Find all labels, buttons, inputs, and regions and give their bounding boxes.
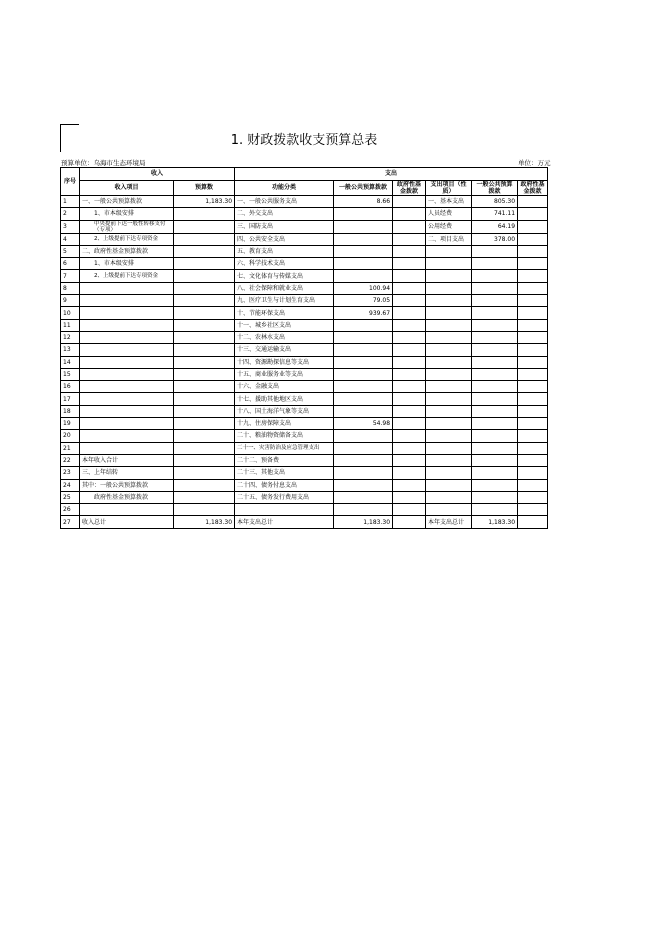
row-seq: 9 <box>61 295 80 307</box>
income-item <box>80 319 174 331</box>
income-amount <box>174 467 235 479</box>
header-income-item: 收入项目 <box>80 180 174 195</box>
general-budget-amount-2 <box>472 454 518 466</box>
gov-fund-amount-2 <box>518 442 548 454</box>
general-budget-amount-2 <box>472 331 518 343</box>
gov-fund-amount <box>393 270 426 282</box>
general-budget-amount-2 <box>472 245 518 257</box>
row-seq: 10 <box>61 307 80 319</box>
income-amount <box>174 368 235 380</box>
income-amount <box>174 208 235 220</box>
general-budget-amount <box>334 258 393 270</box>
header-func-class: 功能分类 <box>235 180 334 195</box>
income-amount <box>174 295 235 307</box>
row-seq: 11 <box>61 319 80 331</box>
table-row <box>61 319 548 331</box>
expense-item <box>426 405 472 417</box>
function-class: 十八、国土海洋气象等支出 <box>235 405 334 417</box>
table-row <box>61 405 548 417</box>
row-seq: 26 <box>61 504 80 516</box>
income-amount <box>174 220 235 233</box>
row-seq: 13 <box>61 344 80 356</box>
general-budget-amount <box>334 368 393 380</box>
gov-fund-amount <box>393 479 426 491</box>
gov-fund-amount <box>393 307 426 319</box>
general-budget-amount-2 <box>472 356 518 368</box>
row-seq: 2 <box>61 208 80 220</box>
table-row <box>61 258 548 270</box>
income-item <box>80 368 174 380</box>
budget-summary-table <box>60 167 548 529</box>
header-expense: 支出 <box>235 168 548 181</box>
table-row <box>61 307 548 319</box>
table-row <box>61 418 548 430</box>
general-budget-amount-2 <box>472 319 518 331</box>
gov-fund-amount-2 <box>518 491 548 503</box>
expense-item <box>426 430 472 442</box>
gov-fund-amount-2 <box>518 393 548 405</box>
expense-item <box>426 270 472 282</box>
function-class: 一、一般公共服务支出 <box>235 196 334 208</box>
expense-item <box>426 491 472 503</box>
general-budget-amount-2: 64.19 <box>472 220 518 233</box>
income-item <box>80 418 174 430</box>
general-budget-amount-2 <box>472 442 518 454</box>
general-budget-amount-2 <box>472 393 518 405</box>
income-amount <box>174 331 235 343</box>
expense-item <box>426 479 472 491</box>
function-class: 七、文化体育与传媒支出 <box>235 270 334 282</box>
table-row <box>61 491 548 503</box>
general-budget-amount-2 <box>472 418 518 430</box>
income-item <box>80 430 174 442</box>
expense-item <box>426 393 472 405</box>
gov-fund-amount-2 <box>518 319 548 331</box>
general-budget-amount <box>334 220 393 233</box>
general-budget-amount <box>334 405 393 417</box>
expense-item <box>426 331 472 343</box>
table-row <box>61 442 548 454</box>
income-item <box>80 344 174 356</box>
header-budget: 预算数 <box>174 180 235 195</box>
general-budget-amount-2 <box>472 344 518 356</box>
general-budget-amount <box>334 381 393 393</box>
income-amount <box>174 442 235 454</box>
gov-fund-amount-2 <box>518 208 548 220</box>
general-budget-amount-2: 378.00 <box>472 233 518 245</box>
table-row <box>61 233 548 245</box>
header-general-budget-2: 一般公共预算拨款 <box>472 180 518 195</box>
gov-fund-amount <box>393 282 426 294</box>
income-item <box>80 356 174 368</box>
income-amount <box>174 479 235 491</box>
table-row <box>61 467 548 479</box>
general-budget-amount <box>334 467 393 479</box>
general-budget-amount <box>334 393 393 405</box>
gov-fund-amount-2 <box>518 196 548 208</box>
row-seq: 25 <box>61 491 80 503</box>
income-item <box>80 331 174 343</box>
general-budget-amount-2 <box>472 405 518 417</box>
income-amount <box>174 356 235 368</box>
gov-fund-amount-2 <box>518 295 548 307</box>
row-seq: 15 <box>61 368 80 380</box>
general-budget-amount <box>334 208 393 220</box>
gov-fund-amount <box>393 356 426 368</box>
table-row <box>61 479 548 491</box>
income-item: 三、上年结转 <box>80 467 174 479</box>
row-seq: 1 <box>61 196 80 208</box>
header-gov-fund-2: 政府性基金拨款 <box>518 180 548 195</box>
gov-fund-amount-2 <box>518 220 548 233</box>
table-row <box>61 282 548 294</box>
row-seq: 17 <box>61 393 80 405</box>
function-class: 二十、粮油物资储备支出 <box>235 430 334 442</box>
gov-fund-amount <box>393 442 426 454</box>
function-class: 九、医疗卫生与计划生育支出 <box>235 295 334 307</box>
row-seq: 23 <box>61 467 80 479</box>
currency-unit-label: 单位：万元 <box>518 159 551 167</box>
income-amount <box>174 258 235 270</box>
row-seq: 20 <box>61 430 80 442</box>
income-amount <box>174 504 235 516</box>
expense-item <box>426 381 472 393</box>
general-budget-amount <box>334 319 393 331</box>
row-seq: 8 <box>61 282 80 294</box>
function-class: 二、外交支出 <box>235 208 334 220</box>
income-item <box>80 405 174 417</box>
gov-fund-amount <box>393 381 426 393</box>
function-class: 四、公共安全支出 <box>235 233 334 245</box>
general-budget-amount-2 <box>472 504 518 516</box>
gov-fund-amount <box>393 331 426 343</box>
expense-item <box>426 307 472 319</box>
expense-item: 人员经费 <box>426 208 472 220</box>
row-seq: 7 <box>61 270 80 282</box>
income-item <box>80 393 174 405</box>
gov-fund-amount <box>393 368 426 380</box>
function-class: 二十二、预备费 <box>235 454 334 466</box>
income-item: 2、上级提前下达专项资金 <box>80 233 174 245</box>
income-item: 1、市本级安排 <box>80 208 174 220</box>
function-class: 三、国防支出 <box>235 220 334 233</box>
general-budget-amount: 100.94 <box>334 282 393 294</box>
gov-fund-amount <box>393 405 426 417</box>
gov-fund-amount-2 <box>518 516 548 528</box>
expense-item <box>426 295 472 307</box>
gov-fund-amount <box>393 196 426 208</box>
general-budget-amount <box>334 479 393 491</box>
gov-fund-amount <box>393 319 426 331</box>
general-budget-amount: 1,183.30 <box>334 516 393 528</box>
income-item: 一、一般公共预算拨款 <box>80 196 174 208</box>
function-class: 十五、商业服务业等支出 <box>235 368 334 380</box>
general-budget-amount <box>334 454 393 466</box>
income-item <box>80 282 174 294</box>
income-amount <box>174 405 235 417</box>
income-amount <box>174 307 235 319</box>
general-budget-amount-2 <box>472 491 518 503</box>
general-budget-amount <box>334 331 393 343</box>
table-row <box>61 344 548 356</box>
gov-fund-amount-2 <box>518 233 548 245</box>
gov-fund-amount-2 <box>518 282 548 294</box>
gov-fund-amount-2 <box>518 258 548 270</box>
expense-item: 二、项目支出 <box>426 233 472 245</box>
function-class: 二十一、灾害防治及应急管理支出 <box>235 442 334 454</box>
function-class: 二十五、债务发行费用支出 <box>235 491 334 503</box>
general-budget-amount: 8.66 <box>334 196 393 208</box>
header-gov-fund: 政府性基金拨款 <box>393 180 426 195</box>
general-budget-amount: 54.98 <box>334 418 393 430</box>
general-budget-amount-2: 805.30 <box>472 196 518 208</box>
expense-item <box>426 454 472 466</box>
expense-item <box>426 467 472 479</box>
table-row <box>61 295 548 307</box>
gov-fund-amount <box>393 208 426 220</box>
gov-fund-amount-2 <box>518 368 548 380</box>
general-budget-amount <box>334 442 393 454</box>
function-class: 二十四、债务付息支出 <box>235 479 334 491</box>
function-class: 十三、交通运输支出 <box>235 344 334 356</box>
gov-fund-amount <box>393 295 426 307</box>
general-budget-amount-2 <box>472 368 518 380</box>
gov-fund-amount-2 <box>518 479 548 491</box>
gov-fund-amount <box>393 467 426 479</box>
general-budget-amount: 939.67 <box>334 307 393 319</box>
header-general-budget: 一般公共预算拨款 <box>334 180 393 195</box>
gov-fund-amount <box>393 258 426 270</box>
income-amount <box>174 319 235 331</box>
budget-unit-label: 预算单位：乌海市生态环境局 <box>61 159 146 167</box>
row-seq: 27 <box>61 516 80 528</box>
general-budget-amount-2 <box>472 258 518 270</box>
table-row <box>61 368 548 380</box>
function-class: 十七、援助其他地区支出 <box>235 393 334 405</box>
row-seq: 21 <box>61 442 80 454</box>
general-budget-amount <box>334 233 393 245</box>
table-row <box>61 430 548 442</box>
gov-fund-amount-2 <box>518 270 548 282</box>
general-budget-amount: 79.05 <box>334 295 393 307</box>
table-row <box>61 393 548 405</box>
income-amount <box>174 270 235 282</box>
gov-fund-amount-2 <box>518 504 548 516</box>
page-title: 1. 财政拨款收支预算总表 <box>230 133 378 148</box>
function-class: 十、节能环保支出 <box>235 307 334 319</box>
income-amount <box>174 430 235 442</box>
income-item <box>80 442 174 454</box>
row-seq: 22 <box>61 454 80 466</box>
income-item: 政府性基金预算拨款 <box>80 491 174 503</box>
general-budget-amount <box>334 245 393 257</box>
income-item: 其中：一般公共预算拨款 <box>80 479 174 491</box>
row-seq: 4 <box>61 233 80 245</box>
general-budget-amount-2: 741.11 <box>472 208 518 220</box>
general-budget-amount-2 <box>472 282 518 294</box>
income-item <box>80 307 174 319</box>
row-seq: 14 <box>61 356 80 368</box>
general-budget-amount <box>334 491 393 503</box>
gov-fund-amount <box>393 454 426 466</box>
row-seq: 18 <box>61 405 80 417</box>
gov-fund-amount <box>393 504 426 516</box>
income-amount <box>174 454 235 466</box>
table-row <box>61 245 548 257</box>
income-item: 收入总计 <box>80 516 174 528</box>
income-amount: 1,183.30 <box>174 516 235 528</box>
expense-item <box>426 442 472 454</box>
table-row <box>61 356 548 368</box>
general-budget-amount-2 <box>472 270 518 282</box>
expense-item: 公用经费 <box>426 220 472 233</box>
gov-fund-amount-2 <box>518 418 548 430</box>
gov-fund-amount <box>393 430 426 442</box>
function-class: 十四、资源勘探信息等支出 <box>235 356 334 368</box>
table-row <box>61 196 548 208</box>
function-class: 本年支出总计 <box>235 516 334 528</box>
expense-item <box>426 245 472 257</box>
gov-fund-amount-2 <box>518 356 548 368</box>
expense-item <box>426 356 472 368</box>
general-budget-amount-2 <box>472 479 518 491</box>
general-budget-amount <box>334 504 393 516</box>
table-row <box>61 504 548 516</box>
general-budget-amount-2 <box>472 307 518 319</box>
income-item <box>80 295 174 307</box>
gov-fund-amount <box>393 220 426 233</box>
gov-fund-amount <box>393 344 426 356</box>
expense-item <box>426 504 472 516</box>
gov-fund-amount-2 <box>518 331 548 343</box>
income-amount <box>174 344 235 356</box>
row-seq: 24 <box>61 479 80 491</box>
general-budget-amount-2: 1,183.30 <box>472 516 518 528</box>
table-row <box>61 208 548 220</box>
function-class: 十一、城乡社区支出 <box>235 319 334 331</box>
expense-item <box>426 319 472 331</box>
income-amount <box>174 233 235 245</box>
gov-fund-amount-2 <box>518 307 548 319</box>
gov-fund-amount <box>393 491 426 503</box>
general-budget-amount <box>334 344 393 356</box>
gov-fund-amount-2 <box>518 344 548 356</box>
header-seq: 序号 <box>61 168 80 196</box>
gov-fund-amount <box>393 245 426 257</box>
income-item <box>80 504 174 516</box>
general-budget-amount-2 <box>472 295 518 307</box>
table-row <box>61 270 548 282</box>
gov-fund-amount-2 <box>518 381 548 393</box>
income-item: 1、市本级安排 <box>80 258 174 270</box>
row-seq: 12 <box>61 331 80 343</box>
row-seq: 16 <box>61 381 80 393</box>
gov-fund-amount-2 <box>518 430 548 442</box>
expense-item <box>426 344 472 356</box>
row-seq: 19 <box>61 418 80 430</box>
function-class: 八、社会保障和就业支出 <box>235 282 334 294</box>
expense-item: 一、基本支出 <box>426 196 472 208</box>
income-item <box>80 381 174 393</box>
general-budget-amount-2 <box>472 430 518 442</box>
function-class: 二十三、其他支出 <box>235 467 334 479</box>
gov-fund-amount-2 <box>518 245 548 257</box>
table-body <box>61 196 548 529</box>
table-row <box>61 381 548 393</box>
expense-item <box>426 282 472 294</box>
function-class: 六、科学技术支出 <box>235 258 334 270</box>
header-income: 收入 <box>80 168 235 181</box>
income-amount <box>174 381 235 393</box>
general-budget-amount <box>334 356 393 368</box>
expense-item <box>426 258 472 270</box>
income-amount <box>174 282 235 294</box>
income-item: 中央提前下达一般性转移支付（专项） <box>80 220 174 233</box>
table-row <box>61 220 548 233</box>
row-seq: 6 <box>61 258 80 270</box>
gov-fund-amount-2 <box>518 405 548 417</box>
table-row <box>61 331 548 343</box>
income-item: 2、上级提前下达专项资金 <box>80 270 174 282</box>
income-amount <box>174 418 235 430</box>
expense-item <box>426 368 472 380</box>
function-class: 五、教育支出 <box>235 245 334 257</box>
row-seq: 3 <box>61 220 80 233</box>
general-budget-amount <box>334 270 393 282</box>
function-class <box>235 504 334 516</box>
general-budget-amount-2 <box>472 381 518 393</box>
gov-fund-amount <box>393 418 426 430</box>
table-row <box>61 454 548 466</box>
function-class: 十六、金融支出 <box>235 381 334 393</box>
expense-item: 本年支出总计 <box>426 516 472 528</box>
income-amount <box>174 491 235 503</box>
row-seq: 5 <box>61 245 80 257</box>
table-row <box>61 516 548 528</box>
function-class: 十二、农林水支出 <box>235 331 334 343</box>
gov-fund-amount-2 <box>518 454 548 466</box>
gov-fund-amount <box>393 516 426 528</box>
header-exp-item: 支出项目（性质） <box>426 180 472 195</box>
gov-fund-amount-2 <box>518 467 548 479</box>
gov-fund-amount <box>393 393 426 405</box>
income-amount: 1,183.30 <box>174 196 235 208</box>
income-amount <box>174 245 235 257</box>
general-budget-amount-2 <box>472 467 518 479</box>
gov-fund-amount <box>393 233 426 245</box>
expense-item <box>426 418 472 430</box>
income-amount <box>174 393 235 405</box>
income-item: 二、政府性基金预算拨款 <box>80 245 174 257</box>
income-item: 本年收入合计 <box>80 454 174 466</box>
function-class: 十九、住房保障支出 <box>235 418 334 430</box>
general-budget-amount <box>334 430 393 442</box>
